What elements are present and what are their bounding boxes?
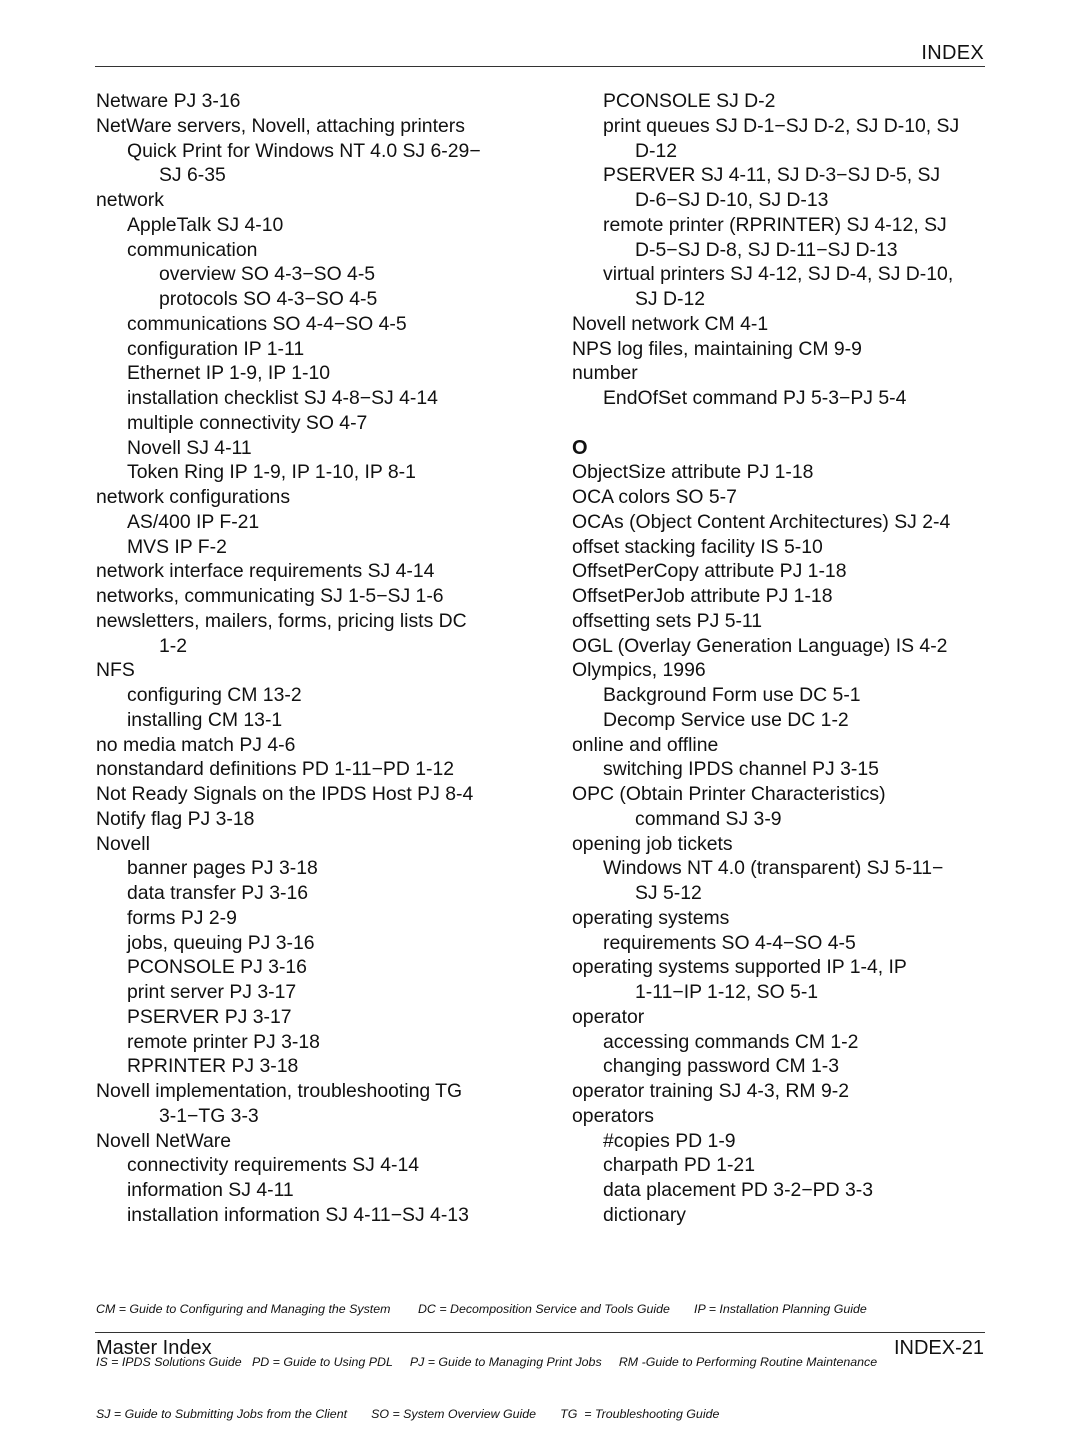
index-subentry: SJ 5-12: [635, 882, 702, 904]
index-entry: online and offline: [572, 733, 719, 756]
index-subentry: virtual printers SJ 4-12, SJ D-4, SJ D-10,: [603, 263, 954, 286]
index-subentry: 3-1−TG 3-3: [159, 1104, 259, 1127]
index-entry: offsetting sets PJ 5-11: [572, 609, 763, 632]
index-entry: operator training SJ 4-3, RM 9-2: [572, 1080, 849, 1102]
index-subentry: communications SO 4-4−SO 4-5: [127, 312, 407, 335]
index-subentry: print server PJ 3-17: [127, 981, 297, 1003]
index-subentry: installation information SJ 4-11−SJ 4-13: [127, 1203, 469, 1226]
index-subentry: switching IPDS channel PJ 3-15: [603, 758, 879, 781]
index-entry: networks, communicating SJ 1-5−SJ 1-6: [96, 585, 444, 607]
abbreviation-legend: [96, 1266, 877, 1441]
legend-line: IS = IPDS Solutions Guide PD = Guide to Using PDL PJ = Guide to Managing Print Jobs RM -Guide to Performing Routine Maintenance: [96, 1354, 878, 1369]
index-subentry: PCONSOLE SJ D-2: [603, 90, 776, 112]
index-entry: offset stacking facility IS 5-10: [572, 535, 823, 558]
index-subentry: Ethernet IP 1-9, IP 1-10: [127, 362, 331, 385]
index-entry: OCAs (Object Content Architectures) SJ 2-4: [572, 510, 951, 533]
index-subentry: PSERVER PJ 3-17: [127, 1005, 292, 1028]
index-entry: number: [572, 362, 638, 385]
index-entry: network configurations: [96, 486, 291, 508]
index-subentry: overview SO 4-3−SO 4-5: [159, 263, 376, 286]
index-subentry: forms PJ 2-9: [127, 906, 237, 929]
footer-section-title: Master Index: [96, 1337, 212, 1359]
page-header-title: INDEX: [921, 42, 984, 64]
index-entry: operators: [572, 1104, 654, 1127]
index-subentry: AppleTalk SJ 4-10: [127, 213, 284, 236]
index-entry: Netware PJ 3-16: [96, 90, 241, 112]
index-entry: network: [96, 189, 164, 211]
index-entry: NFS: [96, 659, 135, 682]
index-subentry: AS/400 IP F-21: [127, 510, 260, 533]
index-subentry: jobs, queuing PJ 3-16: [127, 931, 315, 954]
index-entry: OffsetPerCopy attribute PJ 1-18: [572, 560, 847, 583]
index-subentry: data placement PD 3-2−PD 3-3: [603, 1179, 874, 1201]
index-entry: Olympics, 1996: [572, 659, 706, 682]
index-entry: newsletters, mailers, forms, pricing lists DC: [96, 609, 467, 632]
index-subentry: D-5−SJ D-8, SJ D-11−SJ D-13: [635, 238, 898, 261]
index-subentry: remote printer PJ 3-18: [127, 1030, 320, 1053]
section-gap: [572, 411, 992, 436]
index-entry: NetWare servers, Novell, attaching printers: [96, 114, 465, 137]
index-entry: Novell implementation, troubleshooting TG: [96, 1080, 463, 1102]
index-entry: NPS log files, maintaining CM 9-9: [572, 337, 862, 360]
index-entry: Notify flag PJ 3-18: [96, 807, 255, 830]
index-entry: operating systems supported IP 1-4, IP: [572, 956, 907, 979]
index-subentry: Background Form use DC 5-1: [603, 684, 861, 706]
index-entry: OGL (Overlay Generation Language) IS 4-2: [572, 634, 948, 657]
index-subentry: D-12: [635, 139, 678, 162]
index-subentry: communication: [127, 238, 258, 261]
index-subentry: configuring CM 13-2: [127, 684, 302, 706]
index-subentry: Novell SJ 4-11: [127, 436, 252, 459]
index-subentry: charpath PD 1-21: [603, 1154, 755, 1177]
index-entry: nonstandard definitions PD 1-11−PD 1-12: [96, 758, 455, 781]
index-subentry: connectivity requirements SJ 4-14: [127, 1154, 420, 1177]
index-entry: Novell network CM 4-1: [572, 312, 769, 335]
index-subentry: Decomp Service use DC 1-2: [603, 708, 849, 731]
index-subentry: print queues SJ D-1−SJ D-2, SJ D-10, SJ: [603, 114, 960, 137]
index-subentry: MVS IP F-2: [127, 535, 227, 558]
index-subentry: accessing commands CM 1-2: [603, 1030, 859, 1053]
index-subentry: multiple connectivity SO 4-7: [127, 411, 368, 434]
index-subentry: SJ D-12: [635, 288, 706, 310]
index-subentry: 1-11−IP 1-12, SO 5-1: [635, 981, 819, 1003]
index-entry: no media match PJ 4-6: [96, 733, 296, 756]
index-subentry: remote printer (RPRINTER) SJ 4-12, SJ: [603, 213, 947, 236]
index-entry: operating systems: [572, 906, 730, 929]
header-divider: [95, 66, 985, 67]
index-subentry: data transfer PJ 3-16: [127, 882, 309, 904]
index-subentry: D-6−SJ D-10, SJ D-13: [635, 189, 829, 211]
index-subentry: RPRINTER PJ 3-18: [127, 1055, 299, 1078]
page-number: INDEX-21: [893, 1337, 984, 1359]
index-subentry: installation checklist SJ 4-8−SJ 4-14: [127, 387, 438, 409]
index-entry: OPC (Obtain Printer Characteristics): [572, 783, 886, 805]
index-entry: opening job tickets: [572, 832, 733, 855]
index-subentry: EndOfSet command PJ 5-3−PJ 5-4: [603, 387, 907, 409]
index-entry: network interface requirements SJ 4-14: [96, 560, 435, 583]
index-subentry: banner pages PJ 3-18: [127, 857, 318, 880]
index-subentry: protocols SO 4-3−SO 4-5: [159, 288, 378, 310]
index-entry: OffsetPerJob attribute PJ 1-18: [572, 585, 833, 607]
index-subentry: SJ 6-35: [159, 164, 226, 187]
index-column-right: [572, 89, 992, 1228]
index-subentry: requirements SO 4-4−SO 4-5: [603, 931, 856, 954]
index-entry: Novell NetWare: [96, 1129, 232, 1152]
index-entry: Novell: [96, 832, 150, 855]
index-entry: Not Ready Signals on the IPDS Host PJ 8-4: [96, 783, 474, 805]
index-subentry: Quick Print for Windows NT 4.0 SJ 6-29−: [127, 139, 481, 162]
index-entry: ObjectSize attribute PJ 1-18: [572, 461, 814, 484]
index-entry: operator: [572, 1005, 645, 1028]
index-subentry: changing password CM 1-3: [603, 1055, 840, 1078]
index-subentry: PCONSOLE PJ 3-16: [127, 956, 307, 979]
index-entry: OCA colors SO 5-7: [572, 486, 737, 508]
index-subentry: installing CM 13-1: [127, 708, 283, 731]
index-subentry: 1-2: [159, 634, 188, 657]
legend-line: SJ = Guide to Submitting Jobs from the Client SO = System Overview Guide TG = Troubleshooting Guide: [96, 1407, 720, 1421]
index-subentry: Windows NT 4.0 (transparent) SJ 5-11−: [603, 857, 944, 880]
index-subentry: #copies PD 1-9: [603, 1129, 736, 1152]
index-column-left: [96, 89, 536, 1228]
index-subentry: information SJ 4-11: [127, 1179, 294, 1201]
index-subentry: configuration IP 1-11: [127, 337, 305, 360]
footer-divider: [95, 1332, 985, 1333]
legend-line: CM = Guide to Configuring and Managing the System DC = Decomposition Service and Tools Guide IP = Installation Planning Guide: [96, 1302, 867, 1316]
index-subentry: Token Ring IP 1-9, IP 1-10, IP 8-1: [127, 461, 416, 484]
index-letter-heading: O: [572, 436, 588, 459]
index-subentry: command SJ 3-9: [635, 807, 782, 830]
index-subentry: PSERVER SJ 4-11, SJ D-3−SJ D-5, SJ: [603, 164, 941, 187]
index-subentry: dictionary: [603, 1203, 686, 1226]
